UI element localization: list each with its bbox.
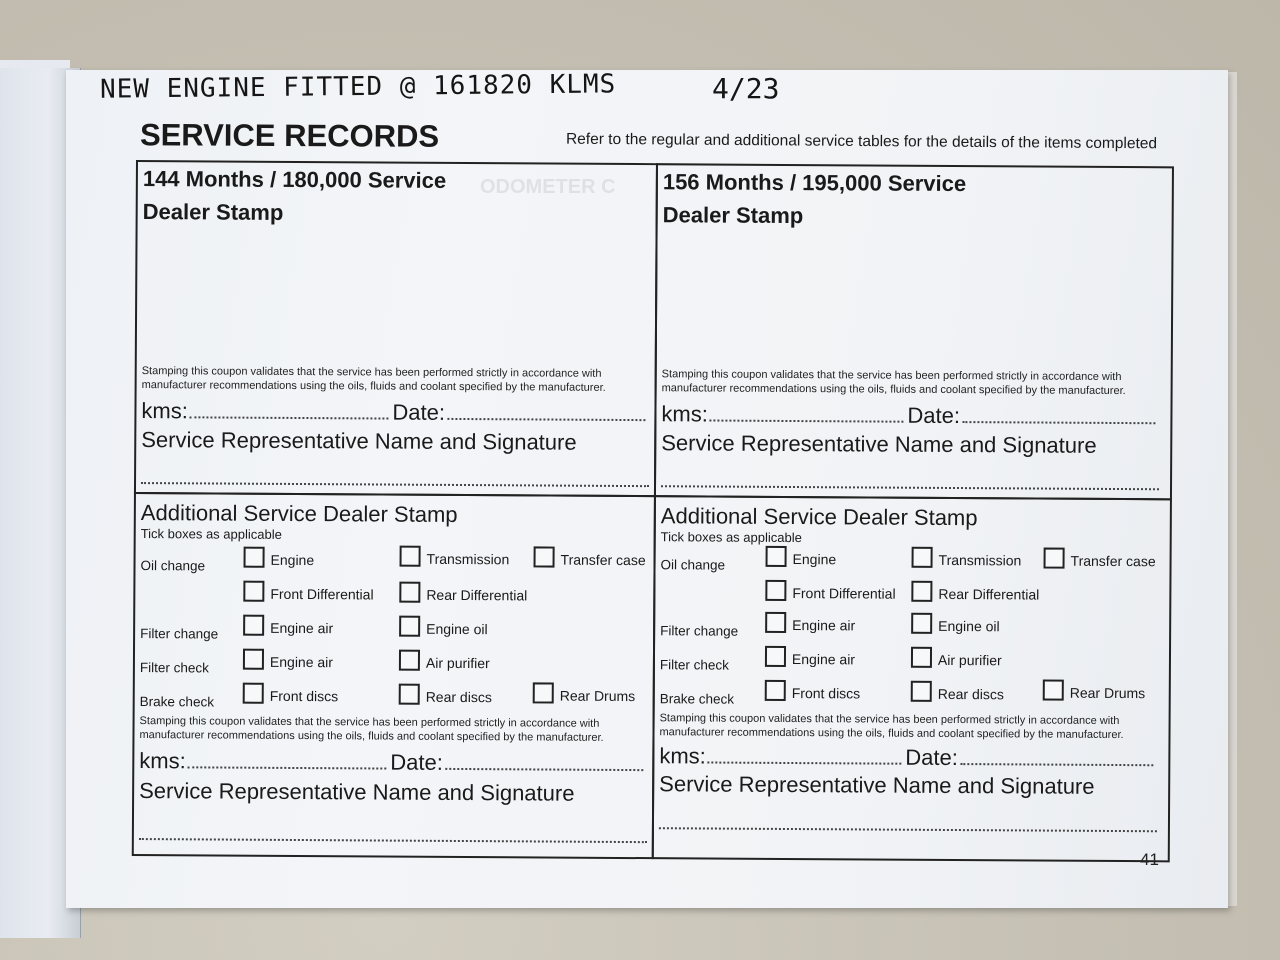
- check-filter-change-engine-air[interactable]: [243, 615, 333, 637]
- check-label: Engine air: [791, 651, 856, 668]
- kms-date-line: [141, 398, 649, 427]
- row-label-filter-change: Filter change: [660, 623, 739, 639]
- date-label: Date:: [907, 402, 961, 429]
- signature-field[interactable]: [141, 482, 649, 487]
- check-label: Front Differential: [792, 585, 896, 602]
- bleed-through-text: ODOMETER C: [480, 176, 616, 198]
- checkbox[interactable]: [912, 547, 933, 568]
- kms-field[interactable]: [190, 416, 388, 419]
- check-label: Engine air: [269, 653, 334, 671]
- check-filter-change-engine-air[interactable]: [765, 612, 855, 634]
- check-oil-transmission[interactable]: [400, 546, 510, 568]
- check-oil-engine[interactable]: [766, 546, 837, 567]
- tick-note: Tick boxes as applicable: [140, 526, 282, 542]
- validation-text: Stamping this coupon validates that the service has been performed strictly in accordance with manufacturer recommendations using the oils, fluids and coolant specified by the manufacturer.: [661, 368, 1126, 398]
- check-brake-rear-discs[interactable]: [399, 684, 492, 706]
- check-brake-rear-discs[interactable]: [911, 681, 1004, 703]
- row-label-oil-change: Oil change: [660, 557, 726, 573]
- checkbox[interactable]: [244, 547, 265, 568]
- date-label: Date:: [390, 749, 443, 775]
- date-field[interactable]: [962, 421, 1155, 424]
- check-label: Engine air: [792, 617, 856, 634]
- check-brake-rear-drums[interactable]: [533, 682, 636, 704]
- kms-field[interactable]: [708, 762, 901, 765]
- check-front-differential[interactable]: [765, 580, 895, 602]
- check-label: Transfer case: [1070, 552, 1156, 570]
- check-filter-check-engine-air[interactable]: [243, 649, 333, 671]
- signature-field[interactable]: [139, 838, 647, 843]
- service-title: 144 Months / 180,000 Service: [142, 166, 447, 193]
- refer-note: Refer to the regular and additional service tables for the details of the items completed: [565, 130, 1158, 153]
- checkbox[interactable]: [399, 650, 420, 671]
- check-label: Air purifier: [425, 654, 490, 672]
- checkbox[interactable]: [534, 546, 555, 567]
- check-label: Transmission: [938, 551, 1022, 569]
- kms-label: kms:: [141, 398, 188, 424]
- checkbox[interactable]: [243, 581, 264, 602]
- check-brake-front-discs[interactable]: [765, 680, 861, 702]
- validation-text: Stamping this coupon validates that the service has been performed strictly in accordance with manufacturer recommendations using the oils, fluids and coolant specified by the manufacturer.: [659, 712, 1124, 742]
- check-label: Engine oil: [938, 617, 1000, 635]
- validation-text: Stamping this coupon validates that the service has been performed strictly in accordance with manufacturer recommendations using the oils, fluids and coolant specified by the manufacturer.: [139, 715, 604, 744]
- checkbox[interactable]: [766, 546, 787, 567]
- checkbox[interactable]: [1043, 680, 1064, 701]
- signature-field[interactable]: [661, 485, 1159, 490]
- date-field[interactable]: [960, 763, 1153, 766]
- row-label-filter-change: Filter change: [140, 626, 219, 642]
- checkbox[interactable]: [399, 582, 420, 603]
- check-label: Rear Differential: [426, 586, 528, 604]
- checkbox[interactable]: [911, 681, 932, 702]
- signature-field[interactable]: [659, 827, 1157, 832]
- check-oil-transfer-case[interactable]: [1044, 548, 1156, 570]
- checkbox[interactable]: [765, 580, 786, 601]
- kms-label: kms:: [659, 743, 706, 769]
- checkbox[interactable]: [911, 647, 932, 668]
- check-rear-differential[interactable]: [399, 582, 527, 604]
- rep-signature-label: Service Representative Name and Signature: [661, 430, 1097, 458]
- check-label: Rear discs: [425, 688, 492, 706]
- check-label: Engine oil: [426, 620, 488, 638]
- check-filter-change-engine-oil[interactable]: [911, 613, 1000, 635]
- page-number: 41: [1140, 850, 1159, 869]
- check-front-differential[interactable]: [243, 581, 373, 603]
- checkbox[interactable]: [399, 616, 420, 637]
- rep-signature-label: Service Representative Name and Signature: [659, 771, 1095, 799]
- page-title: SERVICE RECORDS: [139, 117, 440, 154]
- validation-text: Stamping this coupon validates that the service has been performed strictly in accordance with manufacturer recommendations using the oils, fluids and coolant specified by the manufacturer.: [141, 365, 606, 394]
- check-label: Rear Drums: [559, 687, 636, 705]
- check-filter-check-air-purifier[interactable]: [911, 647, 1002, 669]
- check-label: Rear Differential: [938, 585, 1040, 603]
- check-filter-change-engine-oil[interactable]: [399, 616, 488, 638]
- additional-service-title: Additional Service Dealer Stamp: [140, 500, 458, 527]
- checkbox[interactable]: [399, 684, 420, 705]
- check-rear-differential[interactable]: [911, 581, 1039, 603]
- check-oil-engine[interactable]: [244, 547, 315, 568]
- date-label: Date:: [392, 399, 446, 425]
- kms-date-line: [139, 748, 647, 777]
- row-label-filter-check: Filter check: [659, 657, 730, 673]
- service-panel-144-months: [134, 160, 658, 497]
- check-oil-transfer-case[interactable]: [534, 546, 646, 568]
- checkbox[interactable]: [243, 649, 264, 670]
- check-label: Front discs: [269, 687, 339, 705]
- kms-label: kms:: [139, 748, 186, 774]
- additional-service-panel-left: [132, 492, 656, 859]
- checkbox[interactable]: [765, 612, 786, 633]
- check-label: Rear Drums: [1069, 684, 1146, 702]
- kms-date-line: [659, 743, 1157, 772]
- checkbox[interactable]: [765, 646, 786, 667]
- check-label: Engine air: [270, 619, 334, 637]
- rep-signature-label: Service Representative Name and Signature: [141, 427, 577, 455]
- checkbox[interactable]: [533, 682, 554, 703]
- check-label: Transfer case: [560, 551, 646, 569]
- row-label-filter-check: Filter check: [139, 660, 209, 676]
- handwritten-note: NEW ENGINE FITTED @ 161820 KLMS: [99, 69, 617, 105]
- check-label: Engine: [270, 551, 315, 569]
- service-grid: [132, 160, 1174, 862]
- kms-label: kms:: [661, 401, 708, 427]
- check-oil-transmission[interactable]: [912, 547, 1022, 569]
- check-label: Air purifier: [937, 651, 1002, 669]
- row-label-brake-check: Brake check: [139, 694, 215, 710]
- check-brake-front-discs[interactable]: [243, 683, 339, 705]
- check-brake-rear-drums[interactable]: [1043, 680, 1146, 702]
- checkbox[interactable]: [400, 546, 421, 567]
- additional-service-panel-right: [652, 495, 1172, 862]
- kms-field[interactable]: [188, 766, 386, 769]
- tick-note: Tick boxes as applicable: [660, 529, 802, 546]
- checkbox[interactable]: [911, 581, 932, 602]
- date-label: Date:: [905, 744, 958, 771]
- check-label: Transmission: [426, 550, 510, 568]
- service-panel-156-months: [654, 163, 1174, 500]
- check-label: Front discs: [791, 685, 861, 702]
- dealer-stamp-label: Dealer Stamp: [142, 199, 284, 225]
- check-filter-check-engine-air[interactable]: [765, 646, 855, 668]
- kms-field[interactable]: [710, 420, 903, 423]
- check-label: Engine: [792, 551, 837, 568]
- kms-date-line: [661, 401, 1159, 430]
- checkbox[interactable]: [911, 613, 932, 634]
- dealer-stamp-label: Dealer Stamp: [662, 202, 804, 229]
- row-label-brake-check: Brake check: [659, 691, 735, 707]
- checkbox[interactable]: [243, 615, 264, 636]
- checkbox[interactable]: [765, 680, 786, 701]
- checkbox[interactable]: [243, 683, 264, 704]
- rep-signature-label: Service Representative Name and Signature: [139, 778, 575, 806]
- date-field[interactable]: [445, 768, 643, 771]
- row-label-oil-change: Oil change: [140, 558, 206, 574]
- checkbox[interactable]: [1044, 548, 1065, 569]
- check-filter-check-air-purifier[interactable]: [399, 650, 490, 672]
- check-label: Rear discs: [937, 685, 1004, 703]
- service-title: 156 Months / 195,000 Service: [662, 169, 967, 197]
- additional-service-title: Additional Service Dealer Stamp: [660, 503, 978, 531]
- check-label: Front Differential: [270, 585, 374, 603]
- date-field[interactable]: [447, 418, 645, 421]
- handwritten-date: 4/23: [712, 72, 780, 105]
